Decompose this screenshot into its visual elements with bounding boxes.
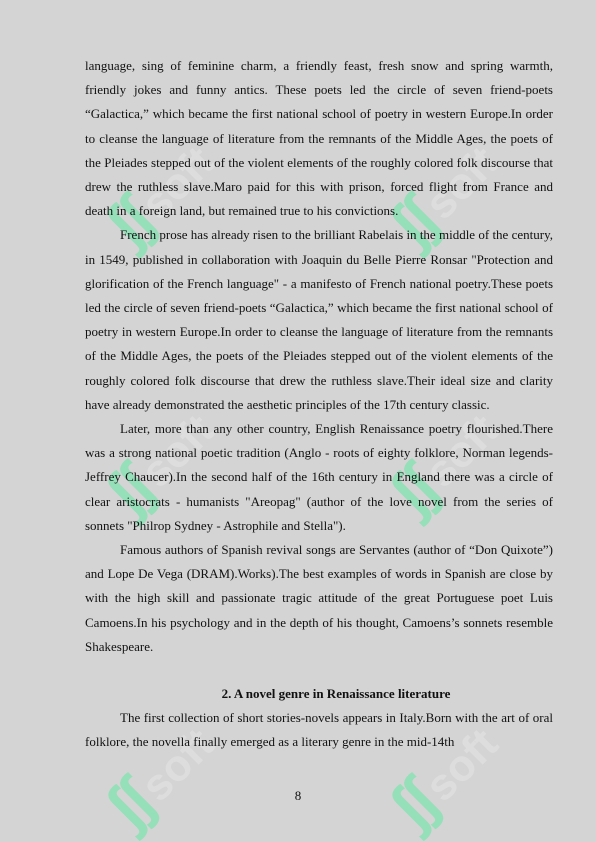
paragraph-novella: The first collection of short stories-novels appears in Italy.Born with the art of oral folklore, the novella finally emerged as a literary genre in the mid-14th — [85, 710, 553, 750]
section-heading: 2. A novel genre in Renaissance literature — [221, 686, 451, 702]
watermark-stamp: ʃʃsoft — [92, 137, 224, 260]
paragraph-english-poetry: Later, more than any other country, English Renaissance poetry flourished.There was a strong national poetic tradition (Anglo - roots of eighty folklore, Norman legends-Jeffrey Chaucer).In the second half of the 16th century in England there was a circle of clear aristocrats - humanists "Areopag" (author of the love novel from the series of sonnets "Philrop Sydney - Astrophile and Stella"). — [85, 421, 553, 533]
page-number: 8 — [294, 788, 302, 803]
paragraph-spanish-authors: Famous authors of Spanish revival songs are Servantes (author of “Don Quixote”) and Lope De Vega (DRAM).Works).The best examples of words in Spanish are close by with the high skill and passionate tragic attitude of the great Portuguese poet Luis Camoens.In his psychology and in the depth of his thought, Camoens’s sonnets resemble Shakespeare. — [85, 542, 553, 654]
watermark-stamp: ʃʃsoft — [376, 405, 508, 528]
watermark-stamp: ʃʃsoft — [92, 719, 224, 842]
paragraph-french-prose: French prose has already risen to the brilliant Rabelais in the middle of the century, in 1549, published in collaboration with Joaquin du Belle Pierre Ronsar "Protection and glorification of the French language" - a manifesto of French national poetry.These poets led the circle of seven friend-poets “Galactica,” which became the first national school of poetry in western Europe.In order to cleanse the language of literature from the remnants of the Middle Ages, the poets of the Pleiades stepped out of the violent elements of the roughly colored folk discourse that drew the ruthless slave.Their ideal size and clarity have already demonstrated the aesthetic principles of the 17th century classic. — [85, 227, 553, 412]
section-spacer — [85, 659, 553, 682]
page-body — [85, 54, 553, 755]
paragraph-continuation: language, sing of feminine charm, a friendly feast, fresh snow and spring warmth, friendly jokes and funny antics. These poets led the circle of seven friend-poets “Galactica,” which became the first national school of poetry in western Europe.In order to cleanse the language of literature from the remnants of the Middle Ages, the poets of the Pleiades stepped out of the violent elements of the roughly colored folk discourse that drew the ruthless slave.Maro paid for this with prison, forced flight from France and death in a foreign land, but remained true to his convictions. — [85, 58, 553, 219]
watermark-stamp: ʃʃsoft — [376, 137, 508, 260]
watermark-stamp: ʃʃsoft — [376, 719, 508, 842]
watermark-stamp: ʃʃsoft — [92, 405, 224, 528]
